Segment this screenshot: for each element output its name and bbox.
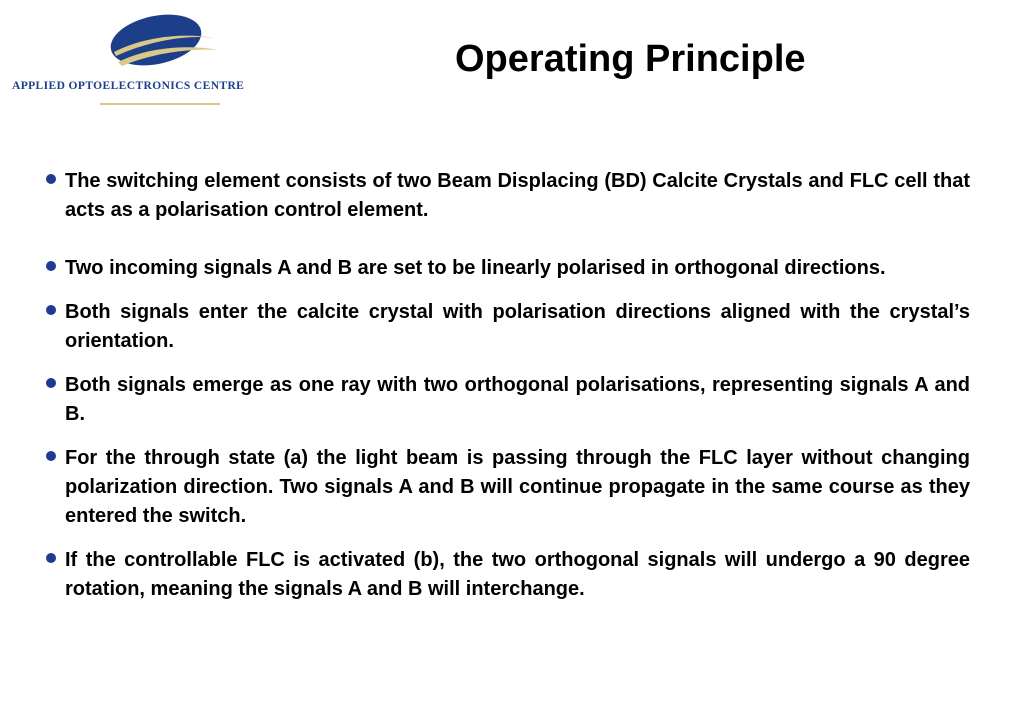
bullet-dot-icon — [46, 261, 56, 271]
logo — [8, 8, 288, 108]
bullet-text: Two incoming signals A and B are set to be linearly polarised in orthogonal directions. — [65, 257, 886, 279]
bullet-item — [44, 444, 970, 531]
bullet-text: If the controllable FLC is activated (b), the two orthogonal signals will undergo a 90 degree rotation, meaning the signals A and B will interchange. — [65, 549, 970, 600]
bullet-list — [44, 167, 970, 619]
bullet-item — [44, 371, 970, 429]
bullet-dot-icon — [46, 553, 56, 563]
bullet-text: The switching element consists of two Beam Displacing (BD) Calcite Crystals and FLC cell that acts as a polarisation control element. — [65, 170, 970, 221]
bullet-item — [44, 298, 970, 356]
bullet-item — [44, 254, 970, 283]
bullet-text: Both signals emerge as one ray with two orthogonal polarisations, representing signals A and B. — [65, 374, 970, 425]
bullet-dot-icon — [46, 378, 56, 388]
bullet-item — [44, 167, 970, 225]
slide-title: Operating Principle — [455, 38, 806, 80]
bullet-item — [44, 546, 970, 604]
bullet-text: Both signals enter the calcite crystal with polarisation directions aligned with the crystal’s orientation. — [65, 301, 970, 352]
globe-logo-icon — [96, 8, 226, 78]
bullet-dot-icon — [46, 174, 56, 184]
logo-text: APPLIED OPTOELECTRONICS CENTRE — [12, 80, 245, 92]
bullet-dot-icon — [46, 451, 56, 461]
bullet-dot-icon — [46, 305, 56, 315]
bullet-text: For the through state (a) the light beam is passing through the FLC layer without changing polarization direction. Two signals A and B will continue propagate in the same course as they entered the switch. — [65, 447, 970, 527]
logo-underline — [100, 103, 220, 105]
